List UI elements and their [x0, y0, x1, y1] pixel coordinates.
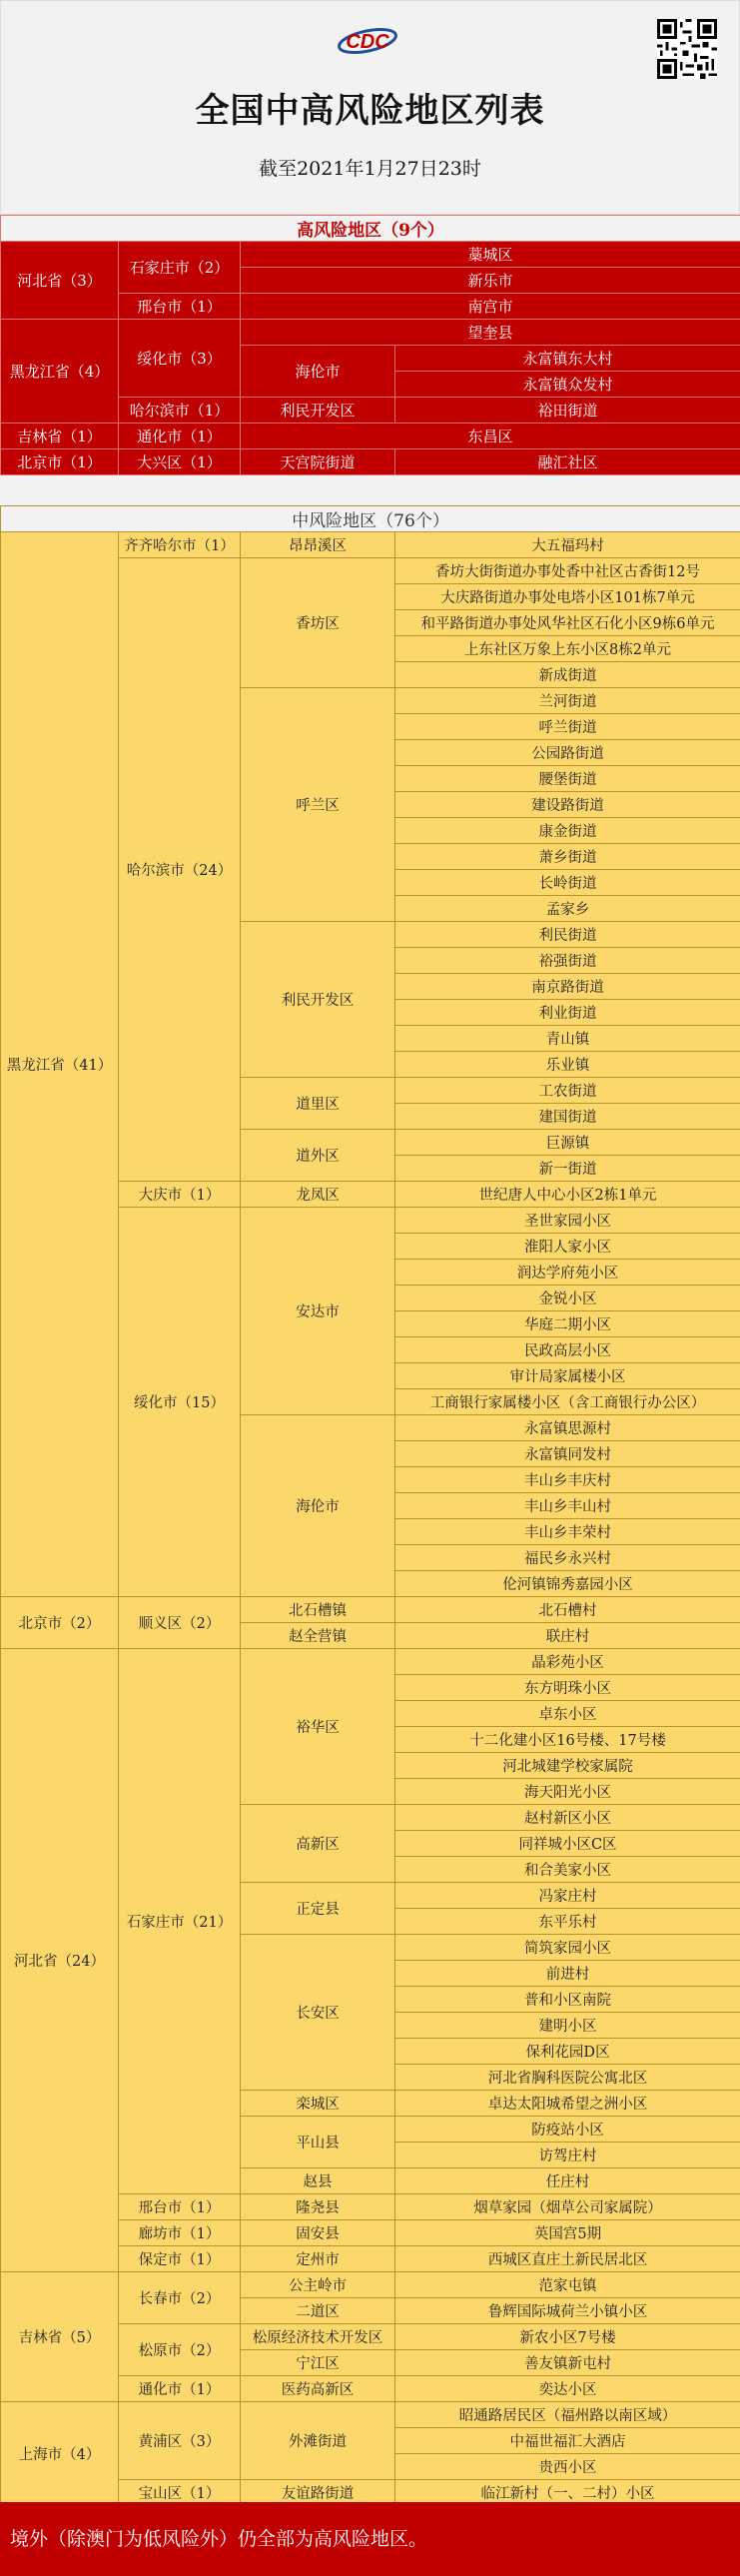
- table-cell: 通化市（1）: [119, 424, 241, 449]
- table-cell: 南宫市: [241, 294, 740, 320]
- high-risk-table: [0, 215, 740, 475]
- table-cell: 东昌区: [241, 424, 740, 449]
- table-cell: 邢台市（1）: [119, 294, 241, 320]
- table-cell: 河北城建学校家属院: [395, 1753, 740, 1779]
- table-cell: 呼兰街道: [395, 714, 740, 740]
- table-cell: 河北省胸科医院公寓北区: [395, 2065, 740, 2091]
- page-subtitle: 截至2021年1月27日23时: [259, 158, 481, 180]
- table-cell: 建设路街道: [395, 792, 740, 818]
- table-cell: 世纪唐人中心小区2栋1单元: [395, 1182, 740, 1208]
- table-cell: 香坊大街街道办事处香中社区古香街12号: [395, 558, 740, 584]
- table-cell: 冯家庄村: [395, 1883, 740, 1909]
- table-cell: 医药高新区: [241, 2376, 395, 2402]
- table-cell: 北石槽镇: [241, 1597, 395, 1623]
- table-cell: 利民街道: [395, 922, 740, 948]
- table-cell: 工商银行家属楼小区（含工商银行办公区）: [395, 1389, 740, 1415]
- table-cell: 润达学府苑小区: [395, 1260, 740, 1286]
- table-cell: 萧乡街道: [395, 844, 740, 870]
- table-cell: 长安区: [241, 1935, 395, 2091]
- table-cell: 卓东小区: [395, 1701, 740, 1727]
- table-cell: 平山县: [241, 2117, 395, 2168]
- table-cell: 丰山乡丰山村: [395, 1493, 740, 1519]
- table-cell: 新一街道: [395, 1156, 740, 1182]
- table-cell: 工农街道: [395, 1078, 740, 1104]
- table-cell: 新成街道: [395, 662, 740, 688]
- table-cell: 裕田街道: [395, 398, 740, 424]
- table-cell: 善友镇新屯村: [395, 2350, 740, 2376]
- table-cell: 永富镇思源村: [395, 1415, 740, 1441]
- table-cell: 同祥城小区C区: [395, 1831, 740, 1857]
- table-cell: 赵村新区小区: [395, 1805, 740, 1831]
- table-cell: 松原经济技术开发区: [241, 2324, 395, 2350]
- table-cell: 石家庄市（21）: [119, 1649, 241, 2194]
- table-cell: 华庭二期小区: [395, 1311, 740, 1337]
- table-row: [1, 2402, 740, 2428]
- table-cell: 大五福玛村: [395, 532, 740, 558]
- table-cell: 龙凤区: [241, 1182, 395, 1208]
- table-cell: 呼兰区: [241, 688, 395, 922]
- table-cell: 石家庄市（2）: [119, 242, 241, 294]
- table-cell: 赵县: [241, 2168, 395, 2194]
- table-cell: 海天阳光小区: [395, 1779, 740, 1805]
- table-cell: 廊坊市（1）: [119, 2220, 241, 2246]
- table-cell: 海伦市: [241, 1415, 395, 1597]
- table-cell: 大兴区（1）: [119, 449, 241, 475]
- table-row: [1, 532, 740, 558]
- table-cell: 融汇社区: [395, 449, 740, 475]
- table-cell: 隆尧县: [241, 2194, 395, 2220]
- table-cell: 北京市（1）: [1, 449, 119, 475]
- table-cell: 简筑家园小区: [395, 1935, 740, 1961]
- table-cell: 河北省（24）: [1, 1649, 119, 2272]
- table-cell: 任庄村: [395, 2168, 740, 2194]
- table-cell: 安达市: [241, 1208, 395, 1415]
- table-cell: 道里区: [241, 1078, 395, 1130]
- table-cell: 鲁辉国际城荷兰小镇小区: [395, 2298, 740, 2324]
- table-cell: 天宫院街道: [241, 449, 395, 475]
- table-cell: 哈尔滨市（1）: [119, 398, 241, 424]
- table-cell: 长春市（2）: [119, 2272, 241, 2324]
- table-row: [1, 449, 740, 475]
- table-cell: 北石槽村: [395, 1597, 740, 1623]
- table-row: [1, 2272, 740, 2298]
- table-cell: 永富镇东大村: [395, 346, 740, 372]
- table-cell: 腰堡街道: [395, 766, 740, 792]
- table-cell: 利民开发区: [241, 398, 395, 424]
- table-cell: 新乐市: [241, 268, 740, 294]
- table-cell: 赵全营镇: [241, 1623, 395, 1649]
- table-cell: 卓达太阳城希望之洲小区: [395, 2091, 740, 2117]
- table-cell: 昂昂溪区: [241, 532, 395, 558]
- table-row: [1, 320, 740, 346]
- table-row: [1, 1649, 740, 1675]
- table-cell: 建国街道: [395, 1104, 740, 1130]
- table-cell: 通化市（1）: [119, 2376, 241, 2402]
- table-cell: 高新区: [241, 1805, 395, 1883]
- page-header: [0, 0, 740, 215]
- table-cell: 邢台市（1）: [119, 2194, 241, 2220]
- table-cell: 西城区直庄土新民居北区: [395, 2246, 740, 2272]
- table-cell: 上海市（4）: [1, 2402, 119, 2506]
- page-title: 全国中高风险地区列表: [195, 91, 545, 131]
- table-cell: 河北省（3）: [1, 242, 119, 320]
- table-cell: 中福世福汇大酒店: [395, 2428, 740, 2454]
- table-cell: 齐齐哈尔市（1）: [119, 532, 241, 558]
- table-cell: 青山镇: [395, 1026, 740, 1052]
- table-cell: 香坊区: [241, 558, 395, 688]
- table-cell: 道外区: [241, 1130, 395, 1182]
- table-cell: 英国宫5期: [395, 2220, 740, 2246]
- table-cell: 外滩街道: [241, 2402, 395, 2480]
- table-cell: 兰河街道: [395, 688, 740, 714]
- cdc-logo-text: CDC: [346, 31, 389, 53]
- table-cell: 新农小区7号楼: [395, 2324, 740, 2350]
- table-cell: 海伦市: [241, 346, 395, 398]
- table-cell: 巨源镇: [395, 1130, 740, 1156]
- table-cell: 民政高层小区: [395, 1337, 740, 1363]
- medium-risk-table: [0, 505, 740, 2506]
- table-cell: 保定市（1）: [119, 2246, 241, 2272]
- table-cell: 定州市: [241, 2246, 395, 2272]
- section-gap: [0, 475, 740, 505]
- table-cell: 裕华区: [241, 1649, 395, 1805]
- table-cell: 绥化市（15）: [119, 1208, 241, 1597]
- table-row: [1, 242, 740, 268]
- table-row: [1, 1597, 740, 1623]
- table-cell: 贵西小区: [395, 2454, 740, 2480]
- table-cell: 藁城区: [241, 242, 740, 268]
- table-cell: 黑龙江省（41）: [1, 532, 119, 1597]
- table-cell: 永富镇同发村: [395, 1441, 740, 1467]
- table-cell: 公园路街道: [395, 740, 740, 766]
- table-cell: 普和小区南院: [395, 1987, 740, 2013]
- table-cell: 二道区: [241, 2298, 395, 2324]
- table-cell: 利民开发区: [241, 922, 395, 1078]
- table-cell: 宝山区（1）: [119, 2480, 241, 2506]
- table-cell: 南京路街道: [395, 974, 740, 1000]
- table-cell: 利业街道: [395, 1000, 740, 1026]
- table-cell: 正定县: [241, 1883, 395, 1935]
- table-cell: 绥化市（3）: [119, 320, 241, 398]
- table-cell: 北京市（2）: [1, 1597, 119, 1649]
- table-cell: 丰山乡丰庆村: [395, 1467, 740, 1493]
- table-cell: 宁江区: [241, 2350, 395, 2376]
- table-cell: 松原市（2）: [119, 2324, 241, 2376]
- table-cell: 吉林省（1）: [1, 424, 119, 449]
- table-cell: 裕强街道: [395, 948, 740, 974]
- table-row: [1, 424, 740, 449]
- table-cell: 范家屯镇: [395, 2272, 740, 2298]
- table-cell: 和平路街道办事处风华社区石化小区9栋6单元: [395, 610, 740, 636]
- table-cell: 访驾庄村: [395, 2143, 740, 2168]
- table-cell: 栾城区: [241, 2091, 395, 2117]
- table-cell: 临江新村（一、二村）小区: [395, 2480, 740, 2506]
- table-cell: 保利花园D区: [395, 2039, 740, 2065]
- table-cell: 昭通路居民区（福州路以南区域）: [395, 2402, 740, 2428]
- table-cell: 前进村: [395, 1961, 740, 1987]
- cdc-logo-icon: [336, 21, 399, 61]
- qr-code-icon: [657, 19, 717, 79]
- table-cell: 东方明珠小区: [395, 1675, 740, 1701]
- table-cell: 长岭街道: [395, 870, 740, 896]
- table-cell: 大庆市（1）: [119, 1182, 241, 1208]
- footer-note: 境外（除澳门为低风险外）仍全部为高风险地区。: [0, 2502, 740, 2576]
- table-cell: 奕达小区: [395, 2376, 740, 2402]
- table-cell: 黑龙江省（4）: [1, 320, 119, 424]
- medium-risk-section-title: 中风险地区（76个）: [1, 506, 740, 532]
- table-cell: 公主岭市: [241, 2272, 395, 2298]
- table-cell: 固安县: [241, 2220, 395, 2246]
- table-cell: 黄浦区（3）: [119, 2402, 241, 2480]
- table-cell: 永富镇众发村: [395, 372, 740, 398]
- table-cell: 望奎县: [241, 320, 740, 346]
- table-cell: 友谊路街道: [241, 2480, 395, 2506]
- table-cell: 大庆路街道办事处电塔小区101栋7单元: [395, 584, 740, 610]
- table-cell: 防疫站小区: [395, 2117, 740, 2143]
- table-cell: 晶彩苑小区: [395, 1649, 740, 1675]
- table-cell: 建明小区: [395, 2013, 740, 2039]
- table-cell: 乐业镇: [395, 1052, 740, 1078]
- table-cell: 圣世家园小区: [395, 1208, 740, 1234]
- table-cell: 审计局家属楼小区: [395, 1363, 740, 1389]
- table-cell: 金锐小区: [395, 1286, 740, 1311]
- table-cell: 吉林省（5）: [1, 2272, 119, 2402]
- table-cell: 顺义区（2）: [119, 1597, 241, 1649]
- table-cell: 康金街道: [395, 818, 740, 844]
- table-cell: 烟草家园（烟草公司家属院）: [395, 2194, 740, 2220]
- table-cell: 孟家乡: [395, 896, 740, 922]
- table-cell: 和合美家小区: [395, 1857, 740, 1883]
- table-cell: 联庄村: [395, 1623, 740, 1649]
- table-cell: 福民乡永兴村: [395, 1545, 740, 1571]
- table-cell: 淮阳人家小区: [395, 1234, 740, 1260]
- table-cell: 上东社区万象上东小区8栋2单元: [395, 636, 740, 662]
- table-cell: 十二化建小区16号楼、17号楼: [395, 1727, 740, 1753]
- table-cell: 哈尔滨市（24）: [119, 558, 241, 1182]
- high-risk-section-title: 高风险地区（9个）: [1, 216, 740, 242]
- table-cell: 丰山乡丰荣村: [395, 1519, 740, 1545]
- table-cell: 东平乐村: [395, 1909, 740, 1935]
- table-cell: 伦河镇锦秀嘉园小区: [395, 1571, 740, 1597]
